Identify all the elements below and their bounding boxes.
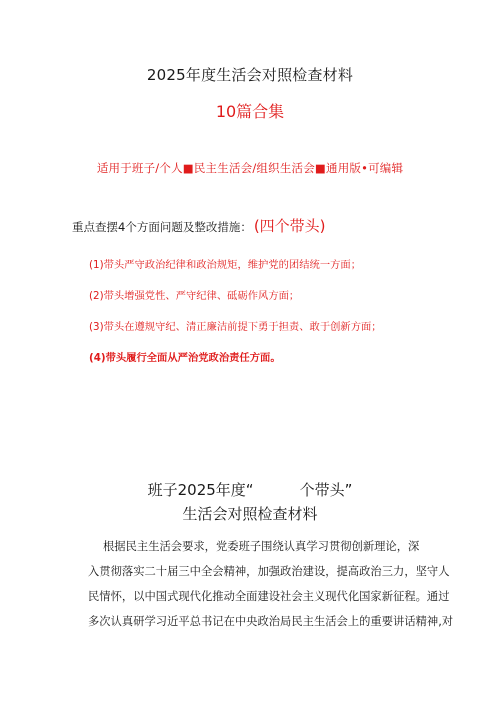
- body-line: 民情怀，以中国式现代化推动全面建设社会主义现代化国家新征程。通过: [88, 590, 450, 603]
- document-title: 2025年度生活会对照检查材料: [146, 66, 354, 84]
- list-item: (3)带头在遵规守纪、清正廉洁前提下勇于担责、敢于创新方面；: [89, 321, 382, 333]
- section-title-left: 班子2025年度“: [147, 481, 254, 499]
- section-subtitle: 生活会对照检查材料: [182, 505, 318, 523]
- section-title: [0, 479, 500, 500]
- body-line: 多次认真研学习近平总书记在中央政治局民主生活会上的重要讲话精神,对: [88, 615, 454, 628]
- body-line: 入贯彻落实二十届三中全会精神，加强政治建设，提高政治三力，坚守人: [88, 565, 450, 578]
- list-item: (4)带头履行全面从严治党政治责任方面。: [89, 352, 281, 364]
- focus-emphasis: (四个带头): [253, 217, 326, 235]
- list-item: (1)带头严守政治纪律和政治规矩，维护党的团结统一方面；: [89, 259, 362, 271]
- focus-label: 重点查摆4个方面问题及整改措施：: [72, 220, 252, 234]
- focus-heading: [72, 215, 326, 236]
- applicability-note: 适用于班子/个人■民主生活会/组织生活会■通用版•可编辑: [96, 161, 404, 175]
- section-title-right: 个带头”: [299, 481, 353, 499]
- body-line: 根据民主生活会要求，党委班子围绕认真学习贯彻创新理论，深: [103, 540, 420, 553]
- list-item: (2)带头增强党性、严守纪律、砥砺作风方面；: [89, 290, 300, 302]
- collection-subtitle: 10篇合集: [215, 102, 285, 121]
